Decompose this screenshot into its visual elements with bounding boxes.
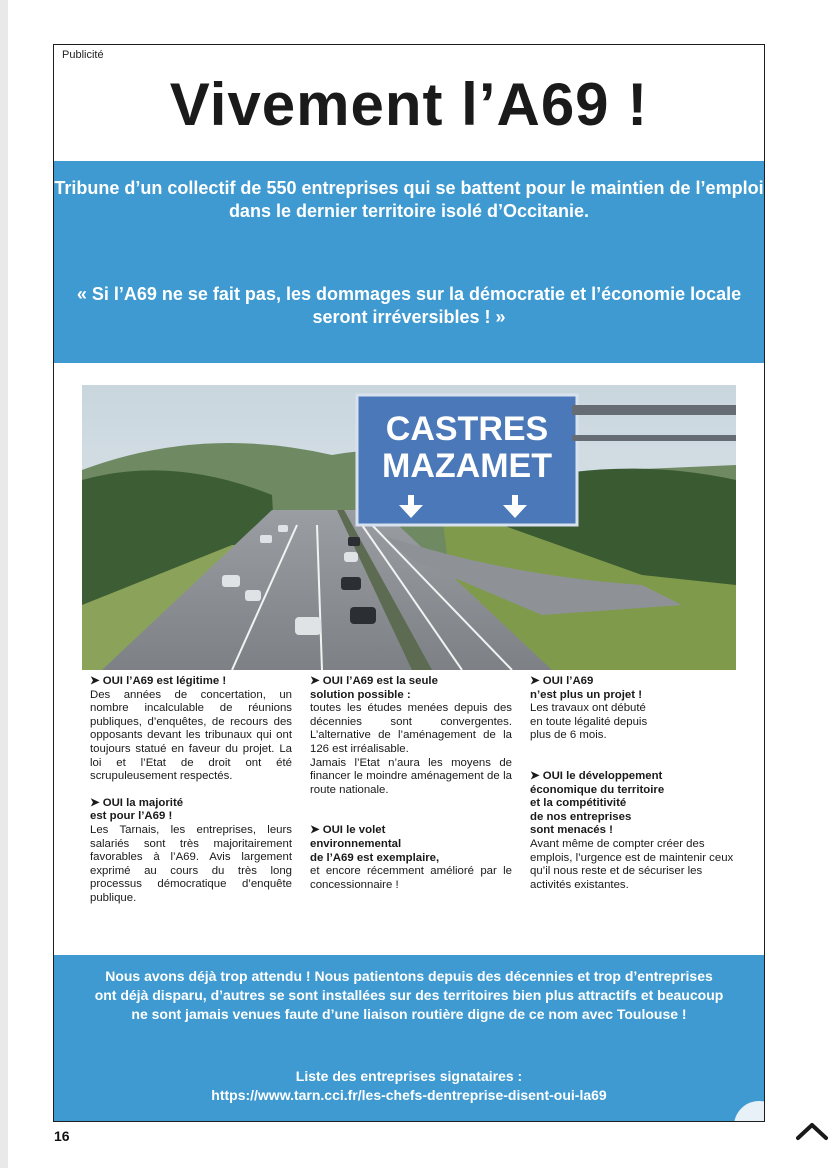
column-1 (90, 675, 292, 906)
plus-un-projet-heading-line1: ➤ OUI l’A69 (530, 675, 594, 687)
developpement-heading-line4: de nos entreprises (530, 810, 632, 823)
headline: Vivement l’A69 ! (169, 71, 649, 138)
developpement-heading-line1: ➤ OUI le développement (530, 769, 663, 782)
majorite-body: Les Tarnais, les entreprises, leurs salariés sont très majoritairement favorables à l’A69. Avis largement exprimé au cours du très long processus démocratique d’enquête publique. (90, 823, 292, 904)
seule-solution-heading-line2: solution possible : (310, 688, 411, 701)
legitime-heading: ➤ OUI l’A69 est légitime ! (90, 675, 227, 687)
seule-solution-heading-line1: ➤ OUI l’A69 est la seule (310, 675, 438, 687)
environnemental-body: et encore récemment amélioré par le concessionnaire ! (310, 865, 512, 891)
sign-text-mazamet: MAZAMET (382, 447, 552, 485)
page-number: 16 (54, 1128, 70, 1144)
publicite-label: Publicité (62, 49, 104, 61)
signatories-block (94, 1067, 724, 1105)
column-3 (530, 675, 734, 892)
column-2 (310, 675, 512, 892)
legitime-body: Des années de concertation, un nombre incalculable de réunions publiques, d’enquêtes, de recours des opposants devant les tribunaux qui ont toujours statué en faveur du projet. La loi et l’Etat de droit ont été scrupuleusement respectés. (90, 688, 292, 783)
developpement-heading-line5: sont menacés ! (530, 824, 613, 837)
chevron-up-icon (794, 1116, 830, 1146)
intro-band (54, 161, 764, 363)
tribune-text: Tribune d’un collectif de 550 entreprises qui se battent pour le maintien de l’emploi dans le dernier territoire isolé d’Occitanie. (54, 178, 764, 221)
developpement-heading-line3: et la compétitivité (530, 797, 627, 810)
environnemental-heading-line2: environnemental (310, 837, 402, 850)
plus-un-projet-heading-line2: n’est plus un projet ! (530, 688, 643, 701)
majorite-heading-line1: ➤ OUI la majorité (90, 796, 184, 809)
plus-un-projet-body-line2: en toute légalité depuis (530, 715, 648, 728)
signatories-url[interactable]: https://www.tarn.cci.fr/les-chefs-dentreprise-disent-oui-la69 (211, 1087, 607, 1103)
quote-text: « Si l’A69 ne se fait pas, les dommages sur la démocratie et l’économie locale seront irréversibles ! » (76, 284, 742, 327)
scroll-up-button[interactable] (794, 1116, 830, 1146)
majorite-heading-line2: est pour l’A69 ! (90, 810, 173, 823)
developpement-body: Avant même de compter créer des emplois, l’urgence est de maintenir ceux qu’il nous reste et de sécuriser les activités existantes. (530, 837, 734, 891)
corner-decoration (734, 1101, 765, 1122)
seule-solution-body2: Jamais l’Etat n’aura les moyens de financer le moindre aménagement de la route nationale. (310, 756, 512, 796)
signatories-label: Liste des entreprises signataires : (295, 1068, 523, 1084)
plus-un-projet-body-line1: Les travaux ont débuté (530, 702, 646, 715)
highway-photo (82, 385, 736, 670)
left-gutter (0, 0, 8, 1168)
sign-text-castres: CASTRES (385, 410, 549, 448)
developpement-heading-line2: économique du territoire (530, 783, 665, 796)
plus-un-projet-body-line3: plus de 6 mois. (530, 729, 607, 742)
seule-solution-body1: toutes les études menées depuis des décennies sont convergentes. L’alternative de l’aménagement de la 126 est irréalisable. (310, 702, 512, 755)
closing-band (54, 955, 764, 1122)
environnemental-heading-line1: ➤ OUI le volet (310, 824, 386, 837)
environnemental-heading-line3: de l’A69 est exemplaire, (310, 851, 440, 864)
advertisement-page (53, 44, 765, 1122)
closing-text: Nous avons déjà trop attendu ! Nous patientons depuis des décennies et trop d’entreprises ont déjà disparu, d’autres se sont installées sur des territoires bien plus attractifs et beaucoup ne sont jamais venues faute d’une liaison routière digne de ce nom avec Toulouse ! (94, 968, 724, 1022)
